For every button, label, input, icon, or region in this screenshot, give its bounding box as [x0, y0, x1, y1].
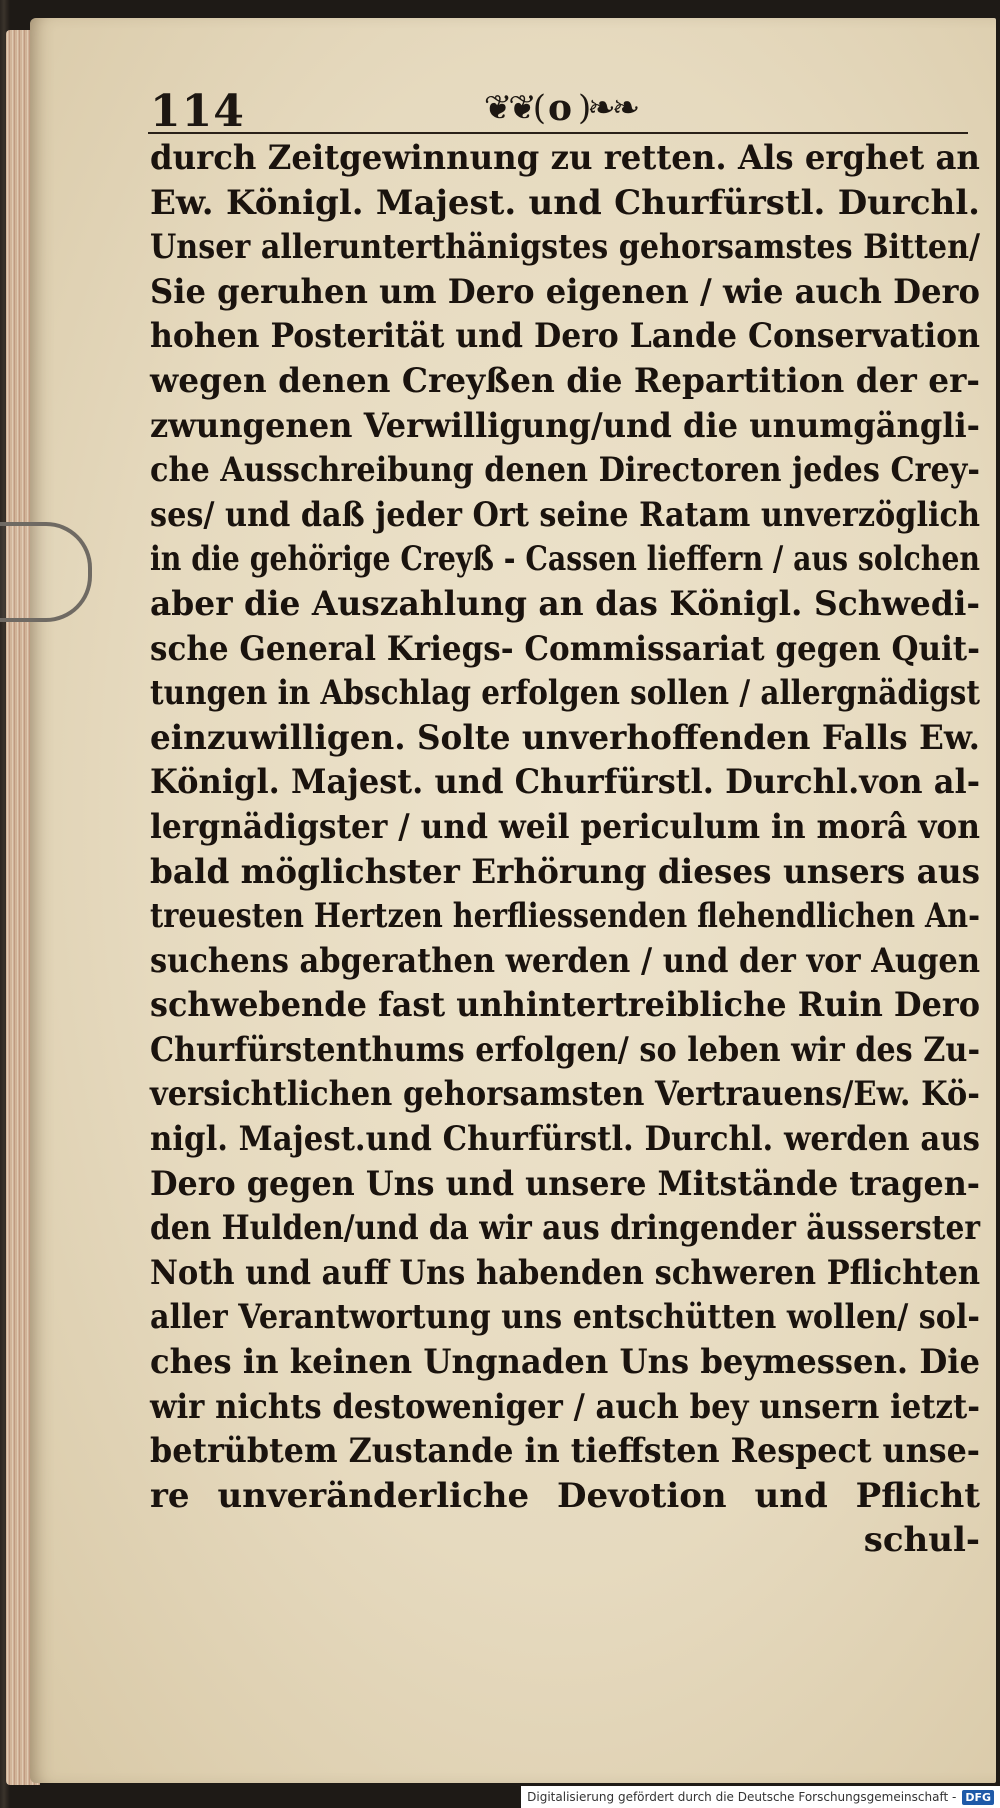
ornament-right: )❧❧ [578, 88, 637, 128]
ornament-left: ❦❦( [483, 88, 542, 128]
digitization-credit [521, 1786, 1000, 1808]
text-line: wir nichts destoweniger / auch bey unsern ietzt- [150, 1386, 980, 1427]
text-line: versichtlichen gehorsamsten Vertrauens/Ew. Kö- [150, 1074, 980, 1115]
text-line: aller Verantwortung uns entschütten wollen/ sol- [150, 1297, 980, 1338]
text-line: zwungenen Verwilligung/und die unumgängli- [150, 405, 981, 446]
body-text [150, 136, 980, 1563]
text-line: sche General Kriegs- Commissariat gegen Quit- [150, 628, 981, 669]
text-line: schwebende fast unhintertreibliche Ruin Dero [150, 985, 981, 1026]
text-line: einzuwilligen. Solte unverhoffenden Falls Ew. [150, 717, 981, 758]
text-line: che Ausschreibung denen Directoren jedes Crey- [150, 450, 980, 491]
dfg-logo: DFG [962, 1790, 994, 1805]
text-line: hohen Posterität und Dero Lande Conservation [150, 316, 980, 357]
header-rule [148, 132, 968, 134]
book-clasp [0, 522, 92, 622]
text-line: den Hulden/und da wir aus dringender äusserster [150, 1208, 981, 1249]
text-line: bald möglichster Erhörung dieses unsers aus [150, 851, 980, 892]
text-line: Churfürstenthums erfolgen/ so leben wir des Zu- [150, 1029, 981, 1070]
text-line: Königl. Majest. und Churfürstl. Durchl.von al- [150, 762, 981, 803]
text-line: suchens abgerathen werden / und der vor Augen [150, 940, 981, 981]
text-line: wegen denen Creyßen die Repartition der er- [150, 360, 980, 401]
text-line: ches in keinen Ungnaden Uns beymessen. Die [150, 1342, 981, 1383]
text-line: betrübtem Zustande in tieffsten Respect unse- [150, 1431, 980, 1472]
page-number: 114 [150, 86, 245, 137]
text-line: Dero gegen Uns und unsere Mitstände tragen- [150, 1163, 981, 1204]
text-line: treuesten Hertzen herfliessenden flehendlichen An- [150, 896, 980, 937]
text-line: Ew. Königl. Majest. und Churfürstl. Durchl. [150, 182, 980, 223]
catchword: schul- [863, 1520, 980, 1561]
text-line: Noth und auff Uns habenden schweren Pflichten [150, 1252, 981, 1293]
text-line: aber die Auszahlung an das Königl. Schwedi- [150, 583, 980, 624]
text-line: tungen in Abschlag erfolgen sollen / allergnädigst [150, 673, 981, 714]
credit-text: Digitalisierung gefördert durch die Deutsche Forschungsgemeinschaft - [527, 1790, 957, 1804]
text-line: re unveränderliche Devotion und Pflicht [150, 1475, 980, 1516]
header-ornament [440, 80, 680, 136]
text-line: Sie geruhen um Dero eigenen / wie auch Dero [150, 271, 981, 312]
text-line: Unser allerunterthänigstes gehorsamstes Bitten/ [150, 227, 981, 268]
text-line: durch Zeitgewinnung zu retten. Als erghet an [150, 138, 980, 178]
text-line: in die gehörige Creyß - Cassen lieffern / aus solchen [150, 539, 980, 580]
text-line: lergnädigster / und weil periculum in morâ von [150, 806, 981, 847]
text-line: ses/ und daß jeder Ort seine Ratam unverzöglich [150, 494, 980, 535]
ornament-center: o [547, 87, 572, 129]
text-line: nigl. Majest.und Churfürstl. Durchl. werden aus [150, 1119, 981, 1160]
